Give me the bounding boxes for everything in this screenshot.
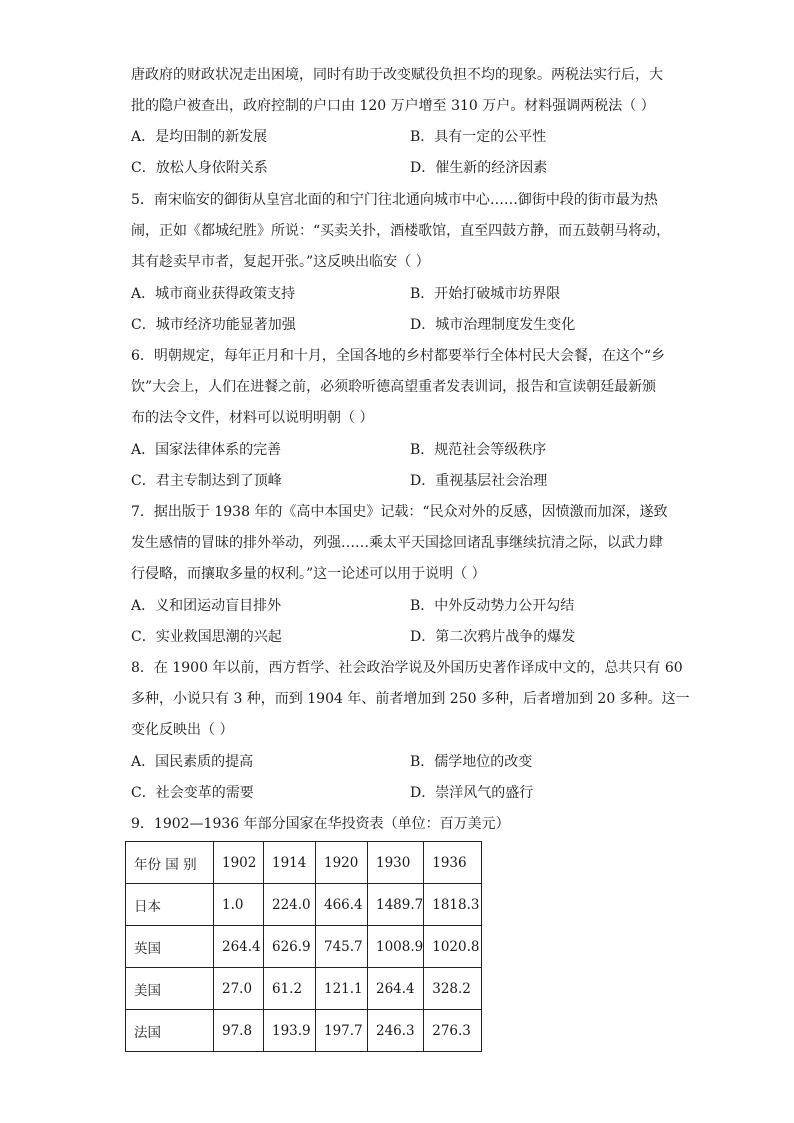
- q5-line-1: 5．南宋临安的御街从皇宫北面的和宁门往北通向城市中心……御街中段的街市最为热: [131, 192, 658, 208]
- q6-line-1: 6．明朝规定，每年正月和十月，全国各地的乡村都要举行全体村民大会餐，在这个“乡: [131, 348, 666, 364]
- q9-title: 9．1902—1936 年部分国家在华投资表（单位：百万美元）: [131, 816, 510, 832]
- table-cell: 745.7: [316, 926, 368, 968]
- table-row: [126, 926, 482, 968]
- table-cell: 264.4: [368, 968, 424, 1010]
- table-cell: 626.9: [264, 926, 316, 968]
- table-cell: 276.3: [424, 1010, 482, 1052]
- table-cell: 1.0: [214, 884, 264, 926]
- q8-option-a[interactable]: A．国民素质的提高: [131, 754, 254, 770]
- table-cell: 1489.7: [368, 884, 424, 926]
- q4-option-a[interactable]: A．是均田制的新发展: [131, 129, 268, 145]
- q6-option-d[interactable]: D．重视基层社会治理: [410, 473, 548, 489]
- table-header-cell: 1936: [424, 842, 482, 884]
- table-cell: 1818.3: [424, 884, 482, 926]
- q7-line-3: 行侵略，而攘取多量的权利。”这一论述可以用于说明（ ）: [131, 566, 486, 582]
- q8-option-d[interactable]: D．崇洋风气的盛行: [410, 785, 534, 801]
- table-cell: 97.8: [214, 1010, 264, 1052]
- q7-option-b[interactable]: B．中外反动势力公开勾结: [410, 598, 575, 614]
- q5-line-3: 其有趁卖早市者，复起开张。”这反映出临安（ ）: [131, 254, 430, 270]
- table-cell: 1008.9: [368, 926, 424, 968]
- q5-line-2: 闹，正如《都城纪胜》所说：“买卖关扑，酒楼歌馆，直至四鼓方静，而五鼓朝马将动，: [131, 223, 671, 239]
- table-header-cell: 1902: [214, 842, 264, 884]
- q7-option-a[interactable]: A．义和团运动盲目排外: [131, 598, 282, 614]
- q5-option-a[interactable]: A．城市商业获得政策支持: [131, 286, 296, 302]
- q8-line-1: 8．在 1900 年以前，西方哲学、社会政治学说及外国历史著作译成中文的，总共只有 60: [131, 660, 683, 676]
- table-header-cell: 1920: [316, 842, 368, 884]
- q7-option-c[interactable]: C．实业救国思潮的兴起: [131, 629, 282, 645]
- table-cell: 英国: [126, 926, 214, 968]
- q6-option-a[interactable]: A．国家法律体系的完善: [131, 442, 282, 458]
- table-cell: 27.0: [214, 968, 264, 1010]
- table-cell: 328.2: [424, 968, 482, 1010]
- q4-line-2: 批的隐户被查出，政府控制的户口由 120 万户增至 310 万户。材料强调两税法（ ）: [131, 98, 655, 114]
- table-cell: 法国: [126, 1010, 214, 1052]
- investment-table: [125, 841, 482, 1052]
- q6-option-c[interactable]: C．君主专制达到了顶峰: [131, 473, 282, 489]
- q5-option-c[interactable]: C．城市经济功能显著加强: [131, 317, 296, 333]
- table-header-row: [126, 842, 482, 884]
- q7-option-d[interactable]: D．第二次鸦片战争的爆发: [410, 629, 576, 645]
- table-cell: 193.9: [264, 1010, 316, 1052]
- table-cell: 美国: [126, 968, 214, 1010]
- q8-option-c[interactable]: C．社会变革的需要: [131, 785, 254, 801]
- table-cell: 224.0: [264, 884, 316, 926]
- table-cell: 1020.8: [424, 926, 482, 968]
- q8-option-b[interactable]: B．儒学地位的改变: [410, 754, 533, 770]
- table-cell: 246.3: [368, 1010, 424, 1052]
- table-cell: 61.2: [264, 968, 316, 1010]
- table-cell: 121.1: [316, 968, 368, 1010]
- q4-option-c[interactable]: C．放松人身依附关系: [131, 160, 268, 176]
- q4-option-d[interactable]: D．催生新的经济因素: [410, 160, 548, 176]
- q5-option-b[interactable]: B．开始打破城市坊界限: [410, 286, 561, 302]
- table-row: [126, 968, 482, 1010]
- table-row: [126, 1010, 482, 1052]
- q6-line-2: 饮”大会上，人们在进餐之前，必须聆听德高望重者发表训词，报告和宣读朝廷最新颁: [131, 379, 657, 395]
- table-cell: 466.4: [316, 884, 368, 926]
- q8-line-3: 变化反映出（ ）: [131, 722, 234, 738]
- table-header-cell: 1914: [264, 842, 316, 884]
- table-row: [126, 884, 482, 926]
- table-cell: 264.4: [214, 926, 264, 968]
- q5-option-d[interactable]: D．城市治理制度发生变化: [410, 317, 576, 333]
- table-header-cell: 年份 国 别: [126, 842, 214, 884]
- q4-option-b[interactable]: B．具有一定的公平性: [410, 129, 547, 145]
- q8-line-2: 多种，小说只有 3 种，而到 1904 年、前者增加到 250 多种，后者增加到 20 多种。这一: [131, 691, 690, 707]
- table-header-cell: 1930: [368, 842, 424, 884]
- q7-line-2: 发生感情的冒昧的排外举动，列强……乘太平天国捻回诸乱事继续抗清之际，以武力肆: [131, 535, 663, 551]
- q6-option-b[interactable]: B．规范社会等级秩序: [410, 442, 547, 458]
- table-cell: 日本: [126, 884, 214, 926]
- table-cell: 197.7: [316, 1010, 368, 1052]
- q4-line-1: 唐政府的财政状况走出困境，同时有助于改变赋役负担不均的现象。两税法实行后，大: [131, 67, 663, 83]
- q6-line-3: 布的法令文件，材料可以说明明朝（ ）: [131, 410, 374, 426]
- q7-line-1: 7．据出版于 1938 年的《高中本国史》记载：“民众对外的反感，因愤激而加深，遂致: [131, 504, 668, 520]
